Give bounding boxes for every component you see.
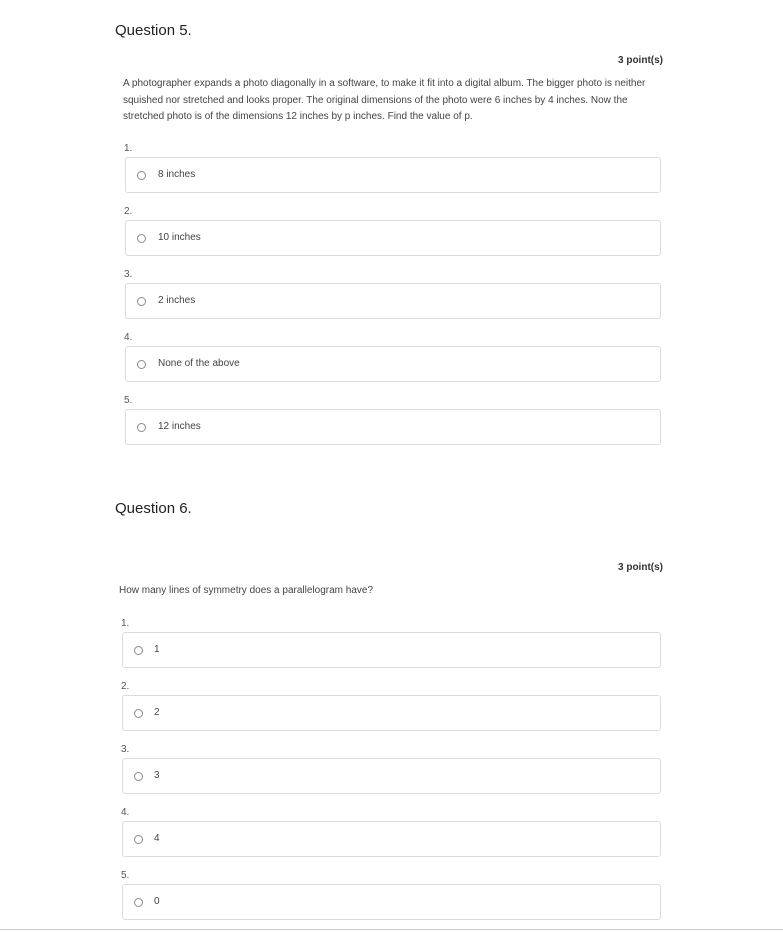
option-number: 3. [124, 269, 133, 280]
answer-option[interactable] [122, 695, 661, 731]
radio-button[interactable] [134, 772, 143, 781]
answer-option[interactable] [122, 758, 661, 794]
option-label: None of the above [158, 358, 240, 369]
radio-button[interactable] [134, 646, 143, 655]
option-number: 1. [124, 143, 133, 154]
radio-button[interactable] [137, 234, 146, 243]
option-number: 4. [121, 807, 130, 818]
option-label: 4 [154, 833, 160, 844]
option-number: 1. [121, 618, 130, 629]
question-title: Question 6. [115, 500, 192, 517]
option-label: 1 [154, 644, 160, 655]
option-label: 0 [154, 896, 160, 907]
radio-button[interactable] [137, 423, 146, 432]
option-number: 2. [121, 681, 130, 692]
radio-button[interactable] [137, 297, 146, 306]
radio-button[interactable] [134, 835, 143, 844]
option-label: 8 inches [158, 169, 196, 180]
answer-option[interactable] [125, 283, 661, 319]
option-label: 3 [154, 770, 160, 781]
answer-option[interactable] [122, 821, 661, 857]
radio-button[interactable] [137, 171, 146, 180]
answer-option[interactable] [125, 220, 661, 256]
question-title: Question 5. [115, 22, 192, 39]
question-text: A photographer expands a photo diagonally in a software, to make it fit into a digital album. The bigger photo is neither squished nor stretched and looks proper. The original dimensions of the photo were 6 inches by 4 inches. Now the stretched photo is of the dimensions 12 inches by p inches. Find the value of p. [123, 78, 646, 122]
option-label: 2 [154, 707, 160, 718]
option-label: 12 inches [158, 421, 201, 432]
answer-option[interactable] [122, 884, 661, 920]
radio-button[interactable] [134, 898, 143, 907]
option-number: 4. [124, 332, 133, 343]
points-label: 3 point(s) [618, 55, 663, 66]
points-label: 3 point(s) [618, 562, 663, 573]
answer-option[interactable] [125, 157, 661, 193]
answer-option[interactable] [125, 409, 661, 445]
answer-option[interactable] [122, 632, 661, 668]
option-number: 2. [124, 206, 133, 217]
option-label: 10 inches [158, 232, 201, 243]
option-number: 5. [121, 870, 130, 881]
page-divider [0, 929, 783, 930]
question-text: How many lines of symmetry does a parallelogram have? [119, 585, 373, 596]
radio-button[interactable] [137, 360, 146, 369]
radio-button[interactable] [134, 709, 143, 718]
option-label: 2 inches [158, 295, 196, 306]
option-number: 5. [124, 395, 133, 406]
answer-option[interactable] [125, 346, 661, 382]
option-number: 3. [121, 744, 130, 755]
